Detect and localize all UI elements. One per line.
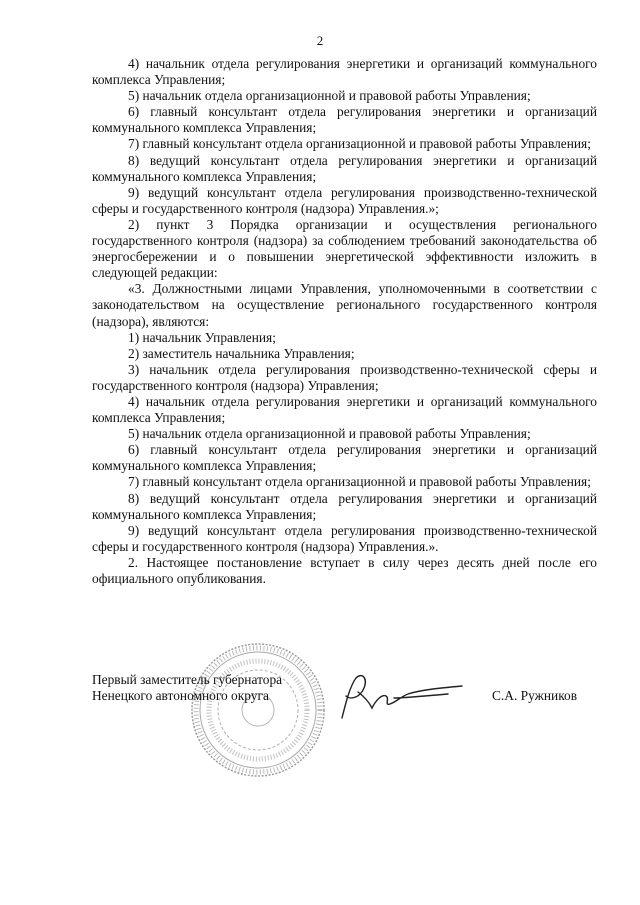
page-number: 2 [316, 33, 324, 48]
handwritten-signature-icon [336, 668, 466, 724]
paragraph: 5) начальник отдела организационной и правовой работы Управления; [128, 88, 531, 104]
paragraph: 6) главный консультант отдела регулирования энергетики и организаций коммунального комплекса Управления; [92, 442, 597, 474]
paragraph: 1) начальник Управления; [128, 329, 276, 345]
paragraph: 7) главный консультант отдела организационной и правовой работы Управления; [128, 136, 591, 152]
paragraph: 4) начальник отдела регулирования энергетики и организаций коммунального комплекса Управления; [92, 393, 597, 426]
paragraph: 5) начальник отдела организационной и правовой работы Управления; [128, 426, 531, 442]
position-line-2: Ненецкого автономного округа [92, 688, 269, 703]
paragraph: 2) заместитель начальника Управления; [128, 345, 355, 361]
paragraph: 9) ведущий консультант отдела регулирования производственно-технической сферы и государственного контроля (надзора) Управления.». [92, 522, 597, 554]
signature-block [92, 672, 612, 792]
paragraph: 9) ведущий консультант отдела регулирования производственно-технической сферы и государственного контроля (надзора) Управления.»; [92, 184, 597, 216]
paragraph: 4) начальник отдела регулирования энергетики и организаций коммунального комплекса Управления; [92, 56, 597, 88]
paragraph: «3. Должностными лицами Управления, уполномоченными в соответствии с законодательством на осуществление регионального государственного контроля (надзора), являются: [92, 281, 597, 329]
official-seal-icon [188, 640, 328, 780]
paragraph: 2) пункт 3 Порядка организации и осуществления регионального государственного контроля (надзора) за соблюдением требований законодательства об энергосбережении и о повышении энергетической эффективности изложить в следующей редакции: [92, 216, 597, 281]
paragraph: 3) начальник отдела регулирования производственно-технической сферы и государственного контроля (надзора) Управления; [92, 361, 597, 393]
paragraph: 6) главный консультант отдела регулирования энергетики и организаций коммунального комплекса Управления; [92, 104, 597, 136]
paragraph: 8) ведущий консультант отдела регулирования энергетики и организаций коммунального комплекса Управления; [92, 152, 597, 184]
paragraph: 2. Настоящее постановление вступает в силу через десять дней после его официального опубликования. [92, 554, 597, 586]
position-line-1: Первый заместитель губернатора [92, 672, 283, 687]
paragraph: 7) главный консультант отдела организационной и правовой работы Управления; [128, 474, 591, 490]
signatory-name: С.А. Ружников [492, 688, 578, 703]
signatory-position [92, 672, 282, 704]
paragraph: 8) ведущий консультант отдела регулирования энергетики и организаций коммунального комплекса Управления; [92, 490, 597, 522]
document-body [92, 56, 597, 587]
